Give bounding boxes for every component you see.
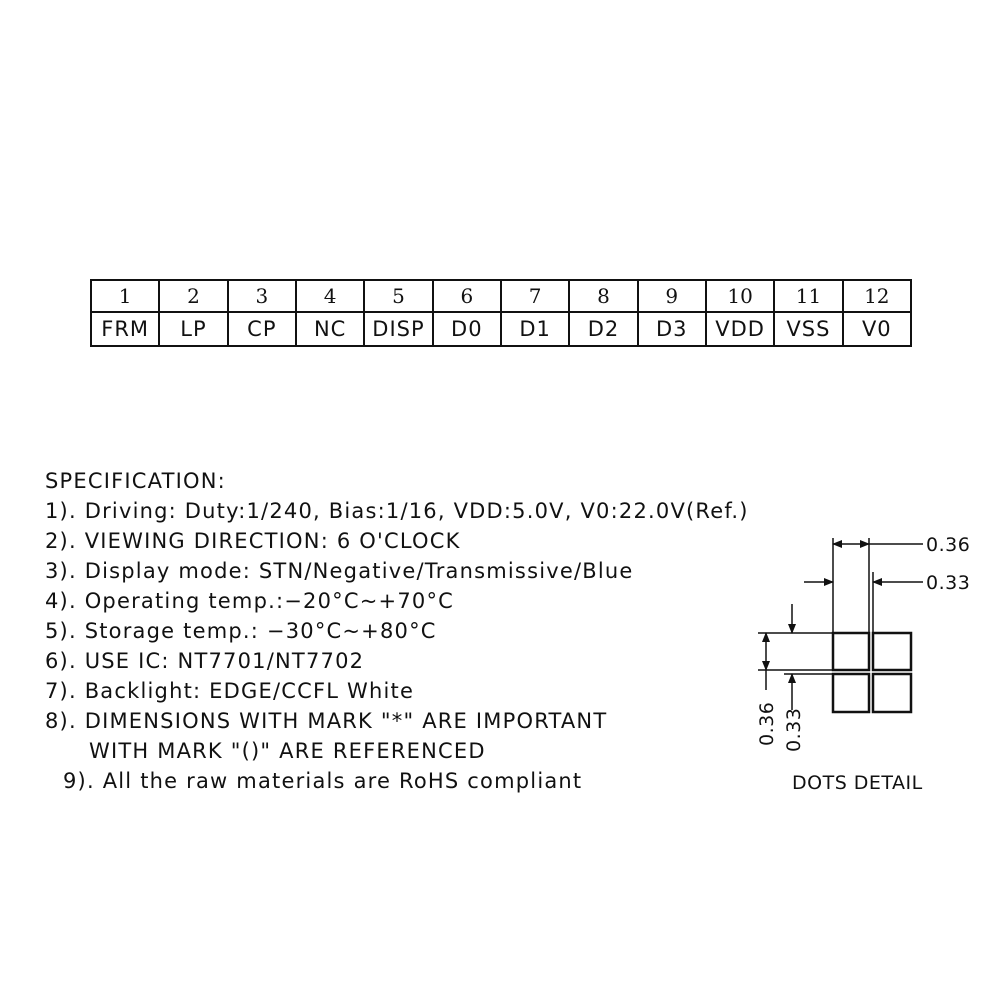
pin-number-cell: 10 bbox=[706, 280, 774, 312]
pin-signal-cell: D0 bbox=[433, 312, 501, 346]
pin-assignment-table bbox=[90, 279, 912, 347]
pitch-h-label: 0.36 bbox=[926, 534, 971, 556]
pin-number-cell: 3 bbox=[228, 280, 296, 312]
pin-signal-cell: LP bbox=[159, 312, 227, 346]
pin-number-cell: 7 bbox=[501, 280, 569, 312]
dot-h-label: 0.33 bbox=[783, 707, 805, 752]
spec-item-operating-temp: 4). Operating temp.:−20°C~+70°C bbox=[45, 589, 455, 613]
pin-signal-cell: V0 bbox=[843, 312, 911, 346]
spec-item-viewing-direction: 2). VIEWING DIRECTION: 6 O'CLOCK bbox=[45, 529, 461, 553]
dots-detail-drawing bbox=[740, 520, 980, 820]
pin-number-cell: 8 bbox=[569, 280, 637, 312]
vertical-dimension-extension-lines bbox=[758, 633, 833, 674]
pin-signal-cell: NC bbox=[296, 312, 364, 346]
pin-number-cell: 1 bbox=[91, 280, 159, 312]
spec-item-rohs: 9). All the raw materials are RoHS compliant bbox=[63, 769, 583, 793]
specification-heading: SPECIFICATION: bbox=[45, 469, 226, 493]
pin-number-row bbox=[91, 280, 911, 312]
spec-item-display-mode: 3). Display mode: STN/Negative/Transmissive/Blue bbox=[45, 559, 634, 583]
pin-number-cell: 2 bbox=[159, 280, 227, 312]
pin-signal-cell: FRM bbox=[91, 312, 159, 346]
pin-signal-cell: D2 bbox=[569, 312, 637, 346]
pin-signal-cell: D1 bbox=[501, 312, 569, 346]
dot-top-left bbox=[833, 633, 869, 670]
spec-item-driving: 1). Driving: Duty:1/240, Bias:1/16, VDD:5.0V, V0:22.0V(Ref.) bbox=[45, 499, 749, 523]
pin-number-cell: 11 bbox=[774, 280, 842, 312]
dot-grid bbox=[833, 633, 911, 712]
pin-number-cell: 6 bbox=[433, 280, 501, 312]
horizontal-dimension-extension-lines bbox=[833, 538, 873, 633]
pin-signal-row bbox=[91, 312, 911, 346]
spec-item-use-ic: 6). USE IC: NT7701/NT7702 bbox=[45, 649, 365, 673]
pin-signal-cell: DISP bbox=[364, 312, 432, 346]
spec-item-backlight: 7). Backlight: EDGE/CCFL White bbox=[45, 679, 415, 703]
spec-item-storage-temp: 5). Storage temp.: −30°C~+80°C bbox=[45, 619, 437, 643]
specification-block bbox=[45, 466, 825, 796]
pin-signal-cell: D3 bbox=[638, 312, 706, 346]
dot-top-right bbox=[873, 633, 911, 670]
spec-item-dimensions-referenced: WITH MARK "()" ARE REFERENCED bbox=[89, 739, 486, 763]
spec-item-dimensions-important: 8). DIMENSIONS WITH MARK "*" ARE IMPORTANT bbox=[45, 709, 608, 733]
pin-signal-cell: CP bbox=[228, 312, 296, 346]
pin-number-cell: 9 bbox=[638, 280, 706, 312]
pin-number-cell: 4 bbox=[296, 280, 364, 312]
pin-signal-cell: VDD bbox=[706, 312, 774, 346]
dot-bottom-right bbox=[873, 674, 911, 712]
dots-detail-title: DOTS DETAIL bbox=[792, 772, 923, 794]
pin-signal-cell: VSS bbox=[774, 312, 842, 346]
dot-bottom-left bbox=[833, 674, 869, 712]
pin-number-cell: 12 bbox=[843, 280, 911, 312]
pin-number-cell: 5 bbox=[364, 280, 432, 312]
dot-w-label: 0.33 bbox=[926, 572, 971, 594]
pitch-v-label: 0.36 bbox=[756, 701, 778, 746]
